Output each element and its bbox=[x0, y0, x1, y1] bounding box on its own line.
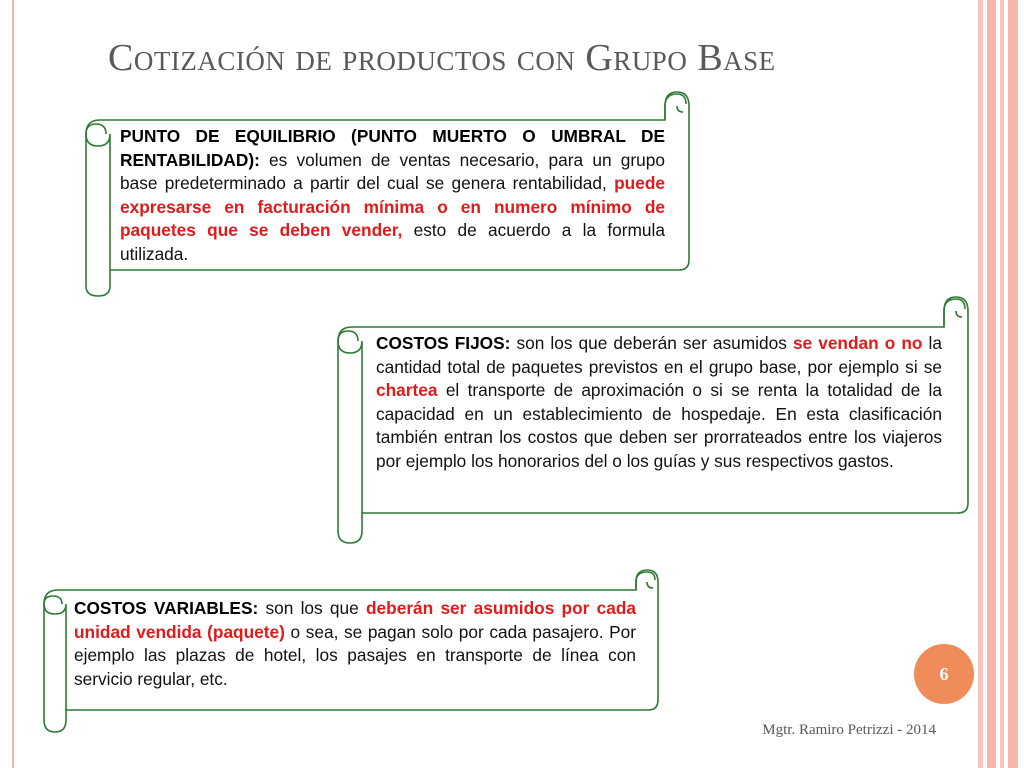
term-break-even: PUNTO DE EQUILIBRIO (PUNTO MUERTO O UMBRAL DE RENTABILIDAD): bbox=[120, 126, 665, 170]
page-number-badge: 6 bbox=[914, 644, 974, 704]
highlight-segment: chartea bbox=[376, 380, 438, 401]
left-border-line bbox=[12, 0, 14, 768]
highlight-segment: puede expresarse en facturación mínima o en numero mínimo de paquetes que se deben vender, bbox=[120, 173, 665, 241]
scroll-text-fixed-costs bbox=[376, 332, 942, 474]
scroll-box-fixed-costs bbox=[332, 295, 972, 547]
scroll-text-variable-costs bbox=[74, 597, 636, 691]
right-decorative-stripes bbox=[978, 0, 1024, 768]
scroll-box-variable-costs bbox=[38, 568, 662, 736]
term-fixed-costs: COSTOS FIJOS: bbox=[376, 333, 511, 353]
text-segment: es volumen de ventas necesario, para un grupo base predeterminado a partir del cual se genera rentabilidad, bbox=[120, 149, 665, 194]
text-segment: esto de acuerdo a la formula utilizada. bbox=[120, 220, 665, 264]
highlight-segment: deberán ser asumidos por cada unidad vendida (paquete) bbox=[74, 598, 637, 642]
text-segment: o sea, se pagan solo por cada pasajero. Por ejemplo las plazas de hotel, los pasajes en transporte de línea con servicio regular, etc. bbox=[74, 621, 636, 689]
scroll-text-break-even bbox=[120, 125, 665, 267]
text-segment: son los que bbox=[258, 598, 366, 618]
highlight-segment: se vendan o no bbox=[792, 333, 923, 353]
scroll-box-break-even bbox=[80, 90, 692, 298]
text-segment: la cantidad total de paquetes previstos en el grupo base, por ejemplo si se bbox=[376, 333, 942, 377]
text-segment: son los que deberán ser asumidos bbox=[510, 333, 793, 353]
slide-footer: Mgtr. Ramiro Petrizzi - 2014 bbox=[762, 722, 936, 738]
slide-title: Cotización de productos con Grupo Base bbox=[108, 37, 776, 79]
text-segment: el transporte de aproximación o si se renta la totalidad de la capacidad en un establecimiento de hospedaje. En esta clasificación también entran los costos que deben ser prorrateados entre los viajeros por ejemplo los honorarios del o los guías y sus respectivos gastos. bbox=[376, 380, 942, 471]
term-variable-costs: COSTOS VARIABLES: bbox=[74, 598, 259, 618]
